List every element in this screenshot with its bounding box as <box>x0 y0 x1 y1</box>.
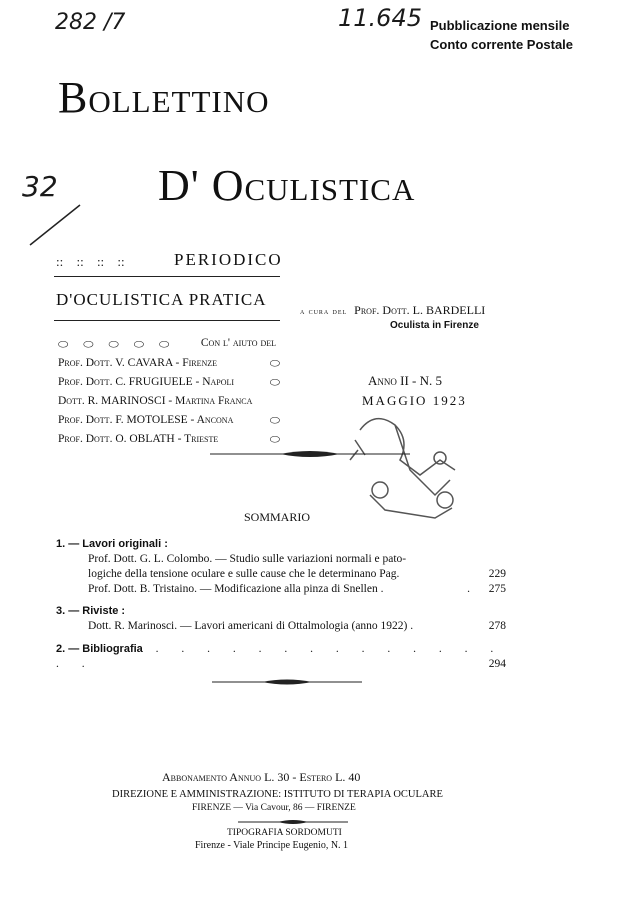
subtitle-oculistica-pratica: D'OCULISTICA PRATICA <box>56 290 267 309</box>
eye-ornament-icon: ⬭ ⬭ ⬭ ⬭ ⬭ <box>58 337 176 351</box>
postal-account: Conto corrente Postale <box>430 37 574 52</box>
editor-line <box>300 303 485 318</box>
toc-entry-text: logiche della tensione oculare e sulle cause che le determinano Pag. <box>88 568 400 580</box>
collaborators-heading-row <box>58 337 280 352</box>
collaborator-item: Prof. Dott. O. OBLATH - Trieste ⬭ <box>58 430 280 449</box>
subtitle-marks: :: :: :: :: <box>56 254 125 269</box>
subtitle-rule-top <box>54 276 280 277</box>
eye-ornament-icon: ⬭ <box>269 375 280 389</box>
address-line: FIRENZE — Via Cavour, 86 — FIRENZE <box>192 803 356 813</box>
publication-info <box>430 16 573 54</box>
toc-page-number: 275 <box>488 583 506 595</box>
section-label: 1. — Lavori originali : <box>56 538 168 550</box>
toc-entry-text: Dott. R. Marinosci. — Lavori americani di Ottalmologia (anno 1922) . <box>88 620 414 632</box>
editor-prefix: a cura del <box>300 306 348 316</box>
toc-entry <box>56 552 506 582</box>
printer-name: TIPOGRAFIA SORDOMUTI <box>227 828 342 838</box>
editor-name: Prof. Dott. L. BARDELLI <box>354 303 486 317</box>
library-stamp-icon <box>340 400 470 530</box>
collaborator-item: Prof. Dott. F. MOTOLESE - Ancona ⬭ <box>58 411 280 430</box>
toc-entry-text: Prof. Dott. B. Tristaino. — Modificazione alla pinza di Snellen . <box>88 583 384 595</box>
toc-page-number: 294 <box>488 658 506 670</box>
sommario-heading: SOMMARIO <box>244 510 311 524</box>
collaborator-item: Prof. Dott. V. CAVARA - Firenze ⬭ <box>58 354 280 373</box>
editor-role: Oculista in Firenze <box>390 320 479 331</box>
toc-entry-text: Prof. Dott. G. L. Colombo. — Studio sulle variazioni normali e pato- <box>88 553 407 565</box>
ornamental-rule <box>212 677 362 687</box>
section-label: 3. — Riviste : <box>56 605 126 617</box>
collaborator-item: Prof. Dott. C. FRUGIUELE - Napoli ⬭ <box>58 373 280 392</box>
collaborators-list <box>58 354 280 449</box>
issue-number: Anno II - N. 5 <box>368 373 443 388</box>
title-bollettino: Bollettino <box>58 73 270 122</box>
section-label: 2. — Bibliografia <box>56 643 143 655</box>
printer-address: Firenze - Viale Principe Eugenio, N. 1 <box>195 840 349 851</box>
sommario-section <box>56 537 506 597</box>
handwritten-slash-mark <box>25 200 85 250</box>
handwritten-inventory-number: 11.645 <box>338 4 422 32</box>
issue-date: MAGGIO 1923 <box>362 393 467 408</box>
title-oculistica: D' Oculistica <box>158 161 416 210</box>
handwritten-margin-number: 32 <box>22 170 58 203</box>
eye-ornament-icon: ⬭ <box>269 432 280 446</box>
toc-entry <box>56 619 506 634</box>
toc-entry <box>56 582 506 597</box>
handwritten-catalog-number: 282 /7 <box>55 10 126 35</box>
eye-ornament-icon: ⬭ <box>269 356 280 370</box>
ornamental-rule <box>238 818 348 826</box>
subscription-line: Abbonamento Annuo L. 30 - Estero L. 40 <box>162 770 361 784</box>
subtitle-periodico: PERIODICO <box>174 250 283 269</box>
direction-line: DIREZIONE E AMMINISTRAZIONE: ISTITUTO DI TERAPIA OCULARE <box>112 789 443 800</box>
sommario-section <box>56 642 506 672</box>
publication-frequency: Pubblicazione mensile <box>430 18 570 33</box>
toc-page-number: 278 <box>488 620 506 632</box>
toc-dots: . <box>467 583 470 595</box>
toc-page-number: 229 <box>488 568 506 580</box>
ornamental-rule <box>210 448 410 460</box>
collaborator-item: Dott. R. MARINOSCI - Martina Franca <box>58 395 253 407</box>
sommario-section <box>56 604 506 634</box>
subtitle-rule-bottom <box>54 320 280 321</box>
toc-dots: . . . . . . . . . . . . . . . . <box>56 643 504 670</box>
collaborators-heading: Con l' aiuto del <box>200 337 276 349</box>
eye-ornament-icon: ⬭ <box>269 413 280 427</box>
